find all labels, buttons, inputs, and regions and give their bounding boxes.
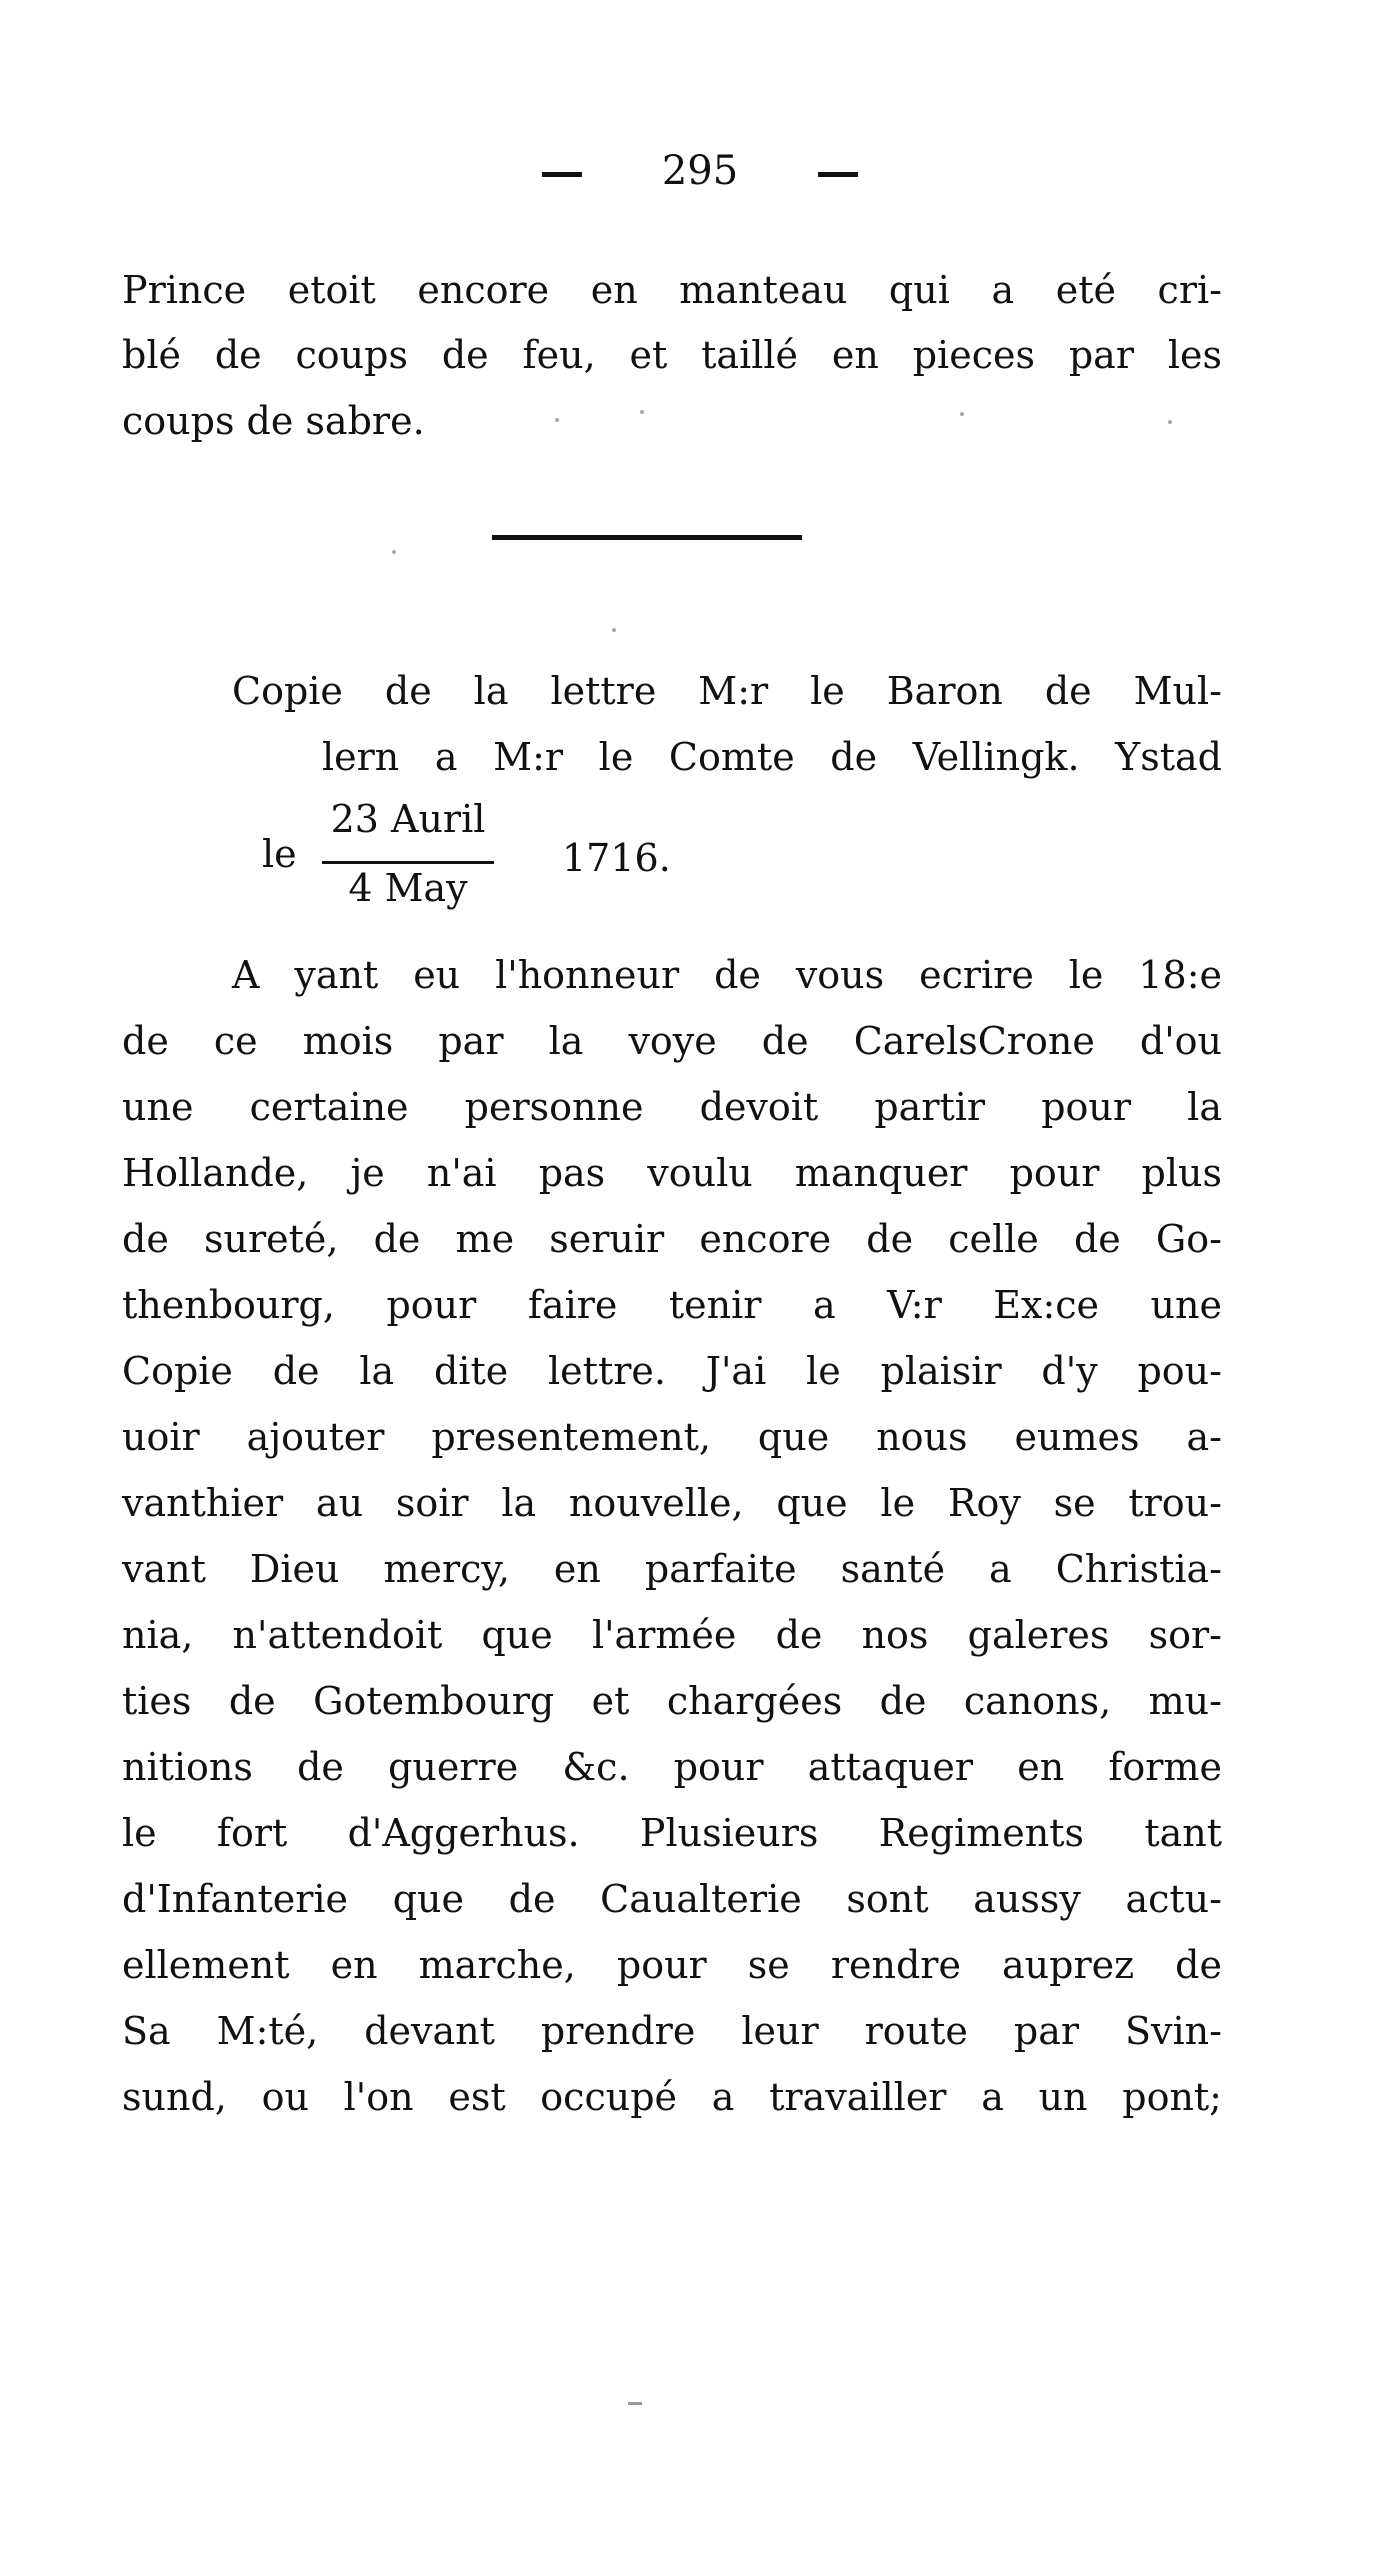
text-line: de sureté, de me seruir encore de celle de Go- [122,1217,1222,1261]
text-line: nia, n'attendoit que l'armée de nos galeres sor- [122,1613,1222,1657]
paper-speck [555,418,559,422]
paper-speck [1168,420,1172,424]
paper-speck [612,628,616,632]
text-line: sund, ou l'on est occupé a travailler a un pont; [122,2075,1222,2119]
text-line: Sa M:té, devant prendre leur route par Svin- [122,2009,1222,2053]
paper-speck [960,412,964,416]
text-line: ties de Gotembourg et chargées de canons, mu- [122,1679,1222,1723]
header-dash-left [542,172,582,177]
text-line: coups de sabre. [122,399,425,443]
section-divider [492,535,802,540]
text-line: ellement en marche, pour se rendre auprez de [122,1943,1222,1987]
letter-heading-line: Copie de la lettre M:r le Baron de Mul- [232,669,1222,713]
text-line: Copie de la dite lettre. J'ai le plaisir d'y pou- [122,1349,1222,1393]
text-line: uoir ajouter presentement, que nous eumes a- [122,1415,1222,1459]
text-line: vant Dieu mercy, en parfaite santé a Christia- [122,1547,1222,1591]
paper-speck [392,550,396,554]
bottom-mark [628,2402,642,2405]
text-line: le fort d'Aggerhus. Plusieurs Regiments tant [122,1811,1222,1855]
text-line: Hollande, je n'ai pas voulu manquer pour plus [122,1151,1222,1195]
date-denominator: 4 May [348,866,468,910]
text-line: nitions de guerre &c. pour attaquer en forme [122,1745,1222,1789]
letter-heading-line: lern a M:r le Comte de Vellingk. Ystad [322,735,1222,779]
paper-speck [640,410,644,414]
date-prefix: le [262,832,297,876]
text-line: blé de coups de feu, et taillé en pieces par les [122,333,1222,377]
text-line: Prince etoit encore en manteau qui a eté cri- [122,268,1222,312]
text-line: d'Infanterie que de Caualterie sont aussy actu- [122,1877,1222,1921]
header-dash-right [818,172,858,177]
date-year: 1716. [562,836,671,880]
text-line: vanthier au soir la nouvelle, que le Roy se trou- [122,1481,1222,1525]
text-line: thenbourg, pour faire tenir a V:r Ex:ce une [122,1283,1222,1327]
text-line: A yant eu l'honneur de vous ecrire le 18:e [232,953,1222,997]
date-fraction-bar [322,861,494,864]
text-line: une certaine personne devoit partir pour la [122,1085,1222,1129]
text-line: de ce mois par la voye de CarelsCrone d'ou [122,1019,1222,1063]
page-number: 295 [661,148,739,194]
page-header [0,148,1400,194]
date-numerator: 23 Auril [330,797,486,841]
